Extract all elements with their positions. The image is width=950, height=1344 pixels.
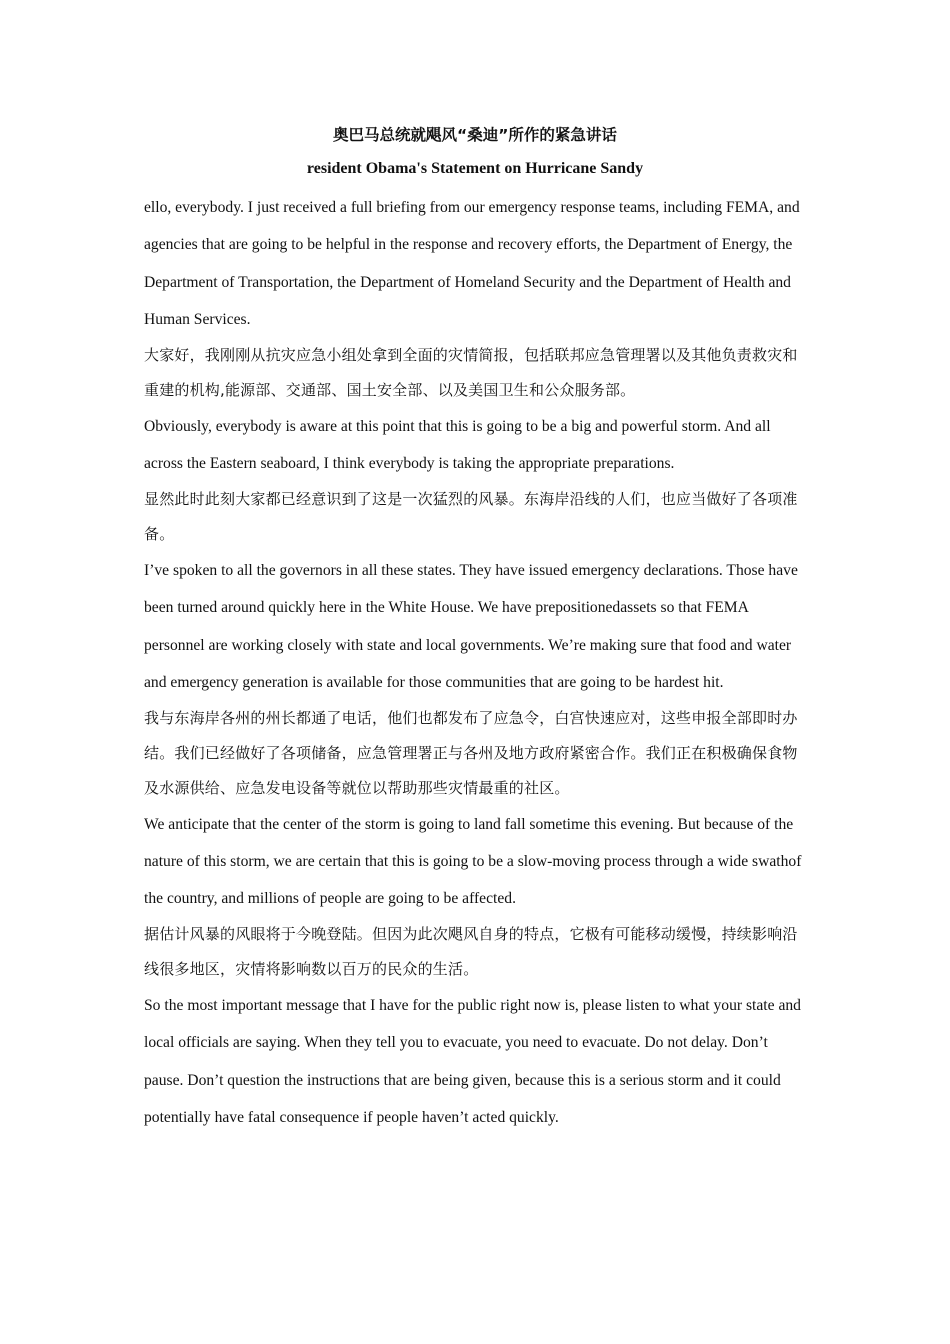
paragraph-english: I’ve spoken to all the governors in all these states. They have issued emergency declarations. Those have been turned around quickly here in the White House. We have prepositionedassets so that FEMA personnel are working closely with state and local governments. We’re making sure that food and water and emergency generation is available for those communities that are going to be hardest hit. xyxy=(144,561,798,691)
paragraph-chinese: 据估计风暴的风眼将于今晚登陆。但因为此次飓风自身的特点，它极有可能移动缓慢，持续影响沿线很多地区，灾情将影响数以百万的民众的生活。 xyxy=(144,925,798,979)
paragraph-chinese: 我与东海岸各州的州长都通了电话，他们也都发布了应急令，白宫快速应对，这些申报全部即时办结。我们已经做好了各项储备，应急管理署正与各州及地方政府紧密合作。我们正在积极确保食物及水源供给、应急发电设备等就位以帮助那些灾情最重的社区。 xyxy=(144,709,798,797)
paragraph-chinese: 显然此时此刻大家都已经意识到了这是一次猛烈的风暴。东海岸沿线的人们，也应当做好了各项准备。 xyxy=(144,490,798,544)
document-title-chinese: 奥巴马总统就飓风“桑迪”所作的紧急讲话 xyxy=(333,126,617,144)
paragraph-english: ello, everybody. I just received a full briefing from our emergency response teams, including FEMA, and agencies that are going to be helpful in the response and recovery efforts, the Department of Energy, the Department of Transportation, the Department of Homeland Security and the Department of Health and Human Services. xyxy=(144,199,800,328)
paragraph-english: We anticipate that the center of the storm is going to land fall sometime this evening. But because of the nature of this storm, we are certain that this is going to be a slow-moving process through a wide swathof the country, and millions of people are going to be affected. xyxy=(144,815,802,908)
paragraph-english: So the most important message that I have for the public right now is, please listen to what your state and local officials are saying. When they tell you to evacuate, you need to evacuate. Do not delay. Don’t pause. Don’t question the instructions that are being given, because this is a serious storm and it could potentially have fatal consequence if people haven’t acted quickly. xyxy=(144,997,801,1126)
document-title-english: resident Obama's Statement on Hurricane Sandy xyxy=(306,160,644,177)
paragraph-english: Obviously, everybody is aware at this point that this is going to be a big and powerful storm. And all across the Eastern seaboard, I think everybody is taking the appropriate preparations. xyxy=(144,417,771,473)
document-body xyxy=(144,189,809,1136)
paragraph-chinese: 大家好，我刚刚从抗灾应急小组处拿到全面的灾情简报，包括联邦应急管理署以及其他负责救灾和重建的机构,能源部、交通部、国土安全部、以及美国卫生和公众服务部。 xyxy=(144,346,798,399)
